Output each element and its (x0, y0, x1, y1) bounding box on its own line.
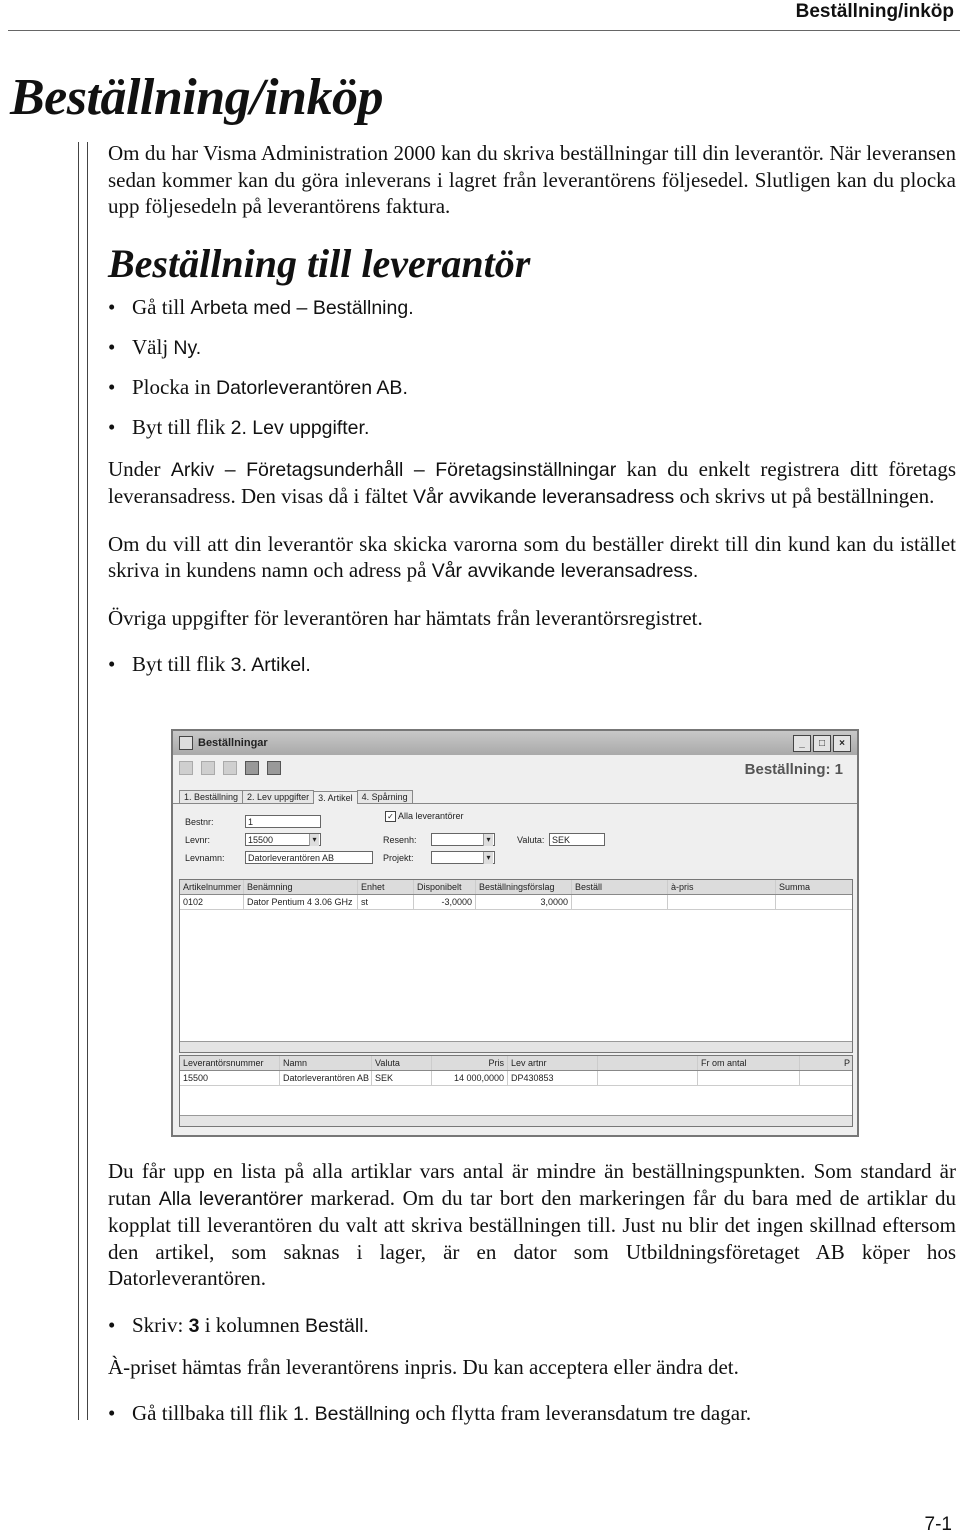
projekt-label: Projekt: (383, 853, 414, 863)
step-text: Skriv: (132, 1312, 189, 1337)
step-text: i kolumnen (199, 1312, 306, 1337)
print-icon[interactable] (245, 761, 259, 775)
col-header[interactable] (598, 1056, 698, 1070)
steps-list-4 (108, 1400, 956, 1428)
close-button[interactable]: × (833, 735, 851, 752)
margin-bar (78, 142, 88, 1420)
steps-list-1 (108, 294, 956, 442)
mail-icon[interactable] (267, 761, 281, 775)
col-header[interactable]: P (843, 1058, 850, 1068)
step-text: Byt till flik (132, 652, 231, 676)
maximize-button[interactable]: □ (813, 735, 831, 752)
col-header[interactable]: Valuta (372, 1056, 432, 1070)
steps-list-3 (108, 1312, 956, 1340)
new-icon[interactable] (179, 761, 193, 775)
body-content (108, 140, 956, 693)
alla-leverantorer-label: Alla leverantörer (398, 811, 464, 821)
cell[interactable]: 3,0000 (476, 895, 572, 909)
bestnr-field[interactable]: 1 (245, 815, 321, 828)
resenh-label: Resenh: (383, 835, 417, 845)
cell[interactable]: DP430853 (508, 1071, 598, 1085)
header-rule (8, 30, 960, 31)
text: Under (108, 456, 171, 481)
undo-icon[interactable] (223, 761, 237, 775)
levnamn-label: Levnamn: (185, 853, 225, 863)
step-item (108, 294, 956, 322)
ui-term: Vår avvikande leveransadress (412, 486, 675, 508)
cell[interactable]: Datorleverantören AB (280, 1071, 372, 1085)
col-header[interactable]: Disponibelt (414, 880, 476, 894)
step-ui-term: Datorleverantören AB. (216, 376, 408, 399)
intro-paragraph: Om du har Visma Administration 2000 kan du skriva beställningar till din leverantör. När leveransen sedan kommer kan du göra inleverans i lagret från leverantörens följesedel. Slutligen kan du plocka upp följesedeln på leverantörens faktura. (108, 141, 956, 218)
cell[interactable] (598, 1071, 698, 1085)
table-row[interactable] (180, 895, 852, 910)
cell[interactable] (572, 895, 668, 909)
cell[interactable] (800, 1071, 850, 1085)
cell[interactable]: 14 000,0000 (432, 1071, 508, 1085)
horizontal-scrollbar[interactable] (180, 1115, 852, 1126)
order-window-screenshot (171, 729, 859, 1137)
step-item (108, 651, 956, 679)
order-number-label: Beställning: 1 (744, 761, 843, 778)
text: markerad. Om du tar bort den markeringen får du bara med de artiklar du kopplat till leverantören du valt att skriva beställningen till. Just nu blir det ingen skillnad eftersom den artikel, som saknas i lager, är en dator som Utbildningsföretaget AB köper hos Datorleverantören. (108, 1185, 956, 1290)
resenh-select[interactable] (431, 833, 495, 846)
horizontal-scrollbar[interactable] (180, 1041, 852, 1052)
window-controls (793, 735, 851, 752)
text: och skrivs ut på beställningen. (674, 484, 935, 508)
levnamn-field[interactable]: Datorleverantören AB (245, 851, 373, 864)
valuta-field[interactable]: SEK (549, 833, 605, 846)
text: Du får upp en lista på alla artiklar vars antal är mindre än beställningspunkten. Som standard är rutan (108, 1159, 956, 1210)
cell[interactable]: -3,0000 (414, 895, 476, 909)
article-grid-header (180, 880, 852, 895)
col-header[interactable]: Beställningsförslag (476, 880, 572, 894)
col-header[interactable]: Benämning (244, 880, 358, 894)
toolbar (173, 755, 857, 781)
tab-sparning[interactable]: 4. Spårning (357, 790, 413, 803)
step-item (108, 334, 956, 362)
bestnr-label: Bestnr: (185, 817, 214, 827)
step-ui-term: 2. Lev uppgifter. (230, 416, 370, 439)
supplier-grid-header (180, 1056, 852, 1071)
col-header[interactable]: Summa (779, 882, 811, 892)
col-header[interactable]: Pris (432, 1056, 508, 1070)
step-text: och flytta fram leveransdatum tre dagar. (410, 1401, 752, 1425)
ui-term: Alla leverantörer (158, 1187, 303, 1210)
paragraph-supplier-info: Övriga uppgifter för leverantören har hämtats från leverantörsregistret. (108, 605, 703, 630)
cell[interactable] (668, 895, 776, 909)
col-header[interactable]: Artikelnummer (180, 880, 244, 894)
paragraph-company-settings (108, 456, 956, 511)
valuta-label: Valuta: (517, 835, 545, 845)
article-grid (179, 879, 853, 1053)
window-title: Beställningar (198, 737, 268, 749)
step-text: Välj (132, 334, 174, 359)
supplier-grid (179, 1055, 853, 1127)
step-ui-term: 1. Beställning (292, 1403, 411, 1425)
window-titlebar (173, 731, 857, 755)
alla-leverantorer-checkbox[interactable]: ✓ (385, 811, 396, 822)
step-value: 3 (188, 1314, 200, 1337)
col-header[interactable]: Fr om antal (698, 1056, 800, 1070)
cell[interactable]: SEK (372, 1071, 432, 1085)
col-header[interactable]: Leverantörsnummer (180, 1056, 280, 1070)
ui-term: Arkiv – Företagsunderhåll – Företagsinställningar (170, 458, 617, 481)
step-item (108, 374, 956, 402)
table-row[interactable] (180, 1071, 852, 1086)
col-header[interactable]: Beställ (572, 880, 668, 894)
step-ui-term: Ny. (173, 336, 202, 359)
page-title: Beställning/inköp (10, 69, 383, 126)
text: kan du enkelt registrera ditt företags leveransadress. Den visas då i fältet (108, 456, 957, 508)
levnr-field[interactable]: 15500 ▾ (245, 833, 321, 846)
tab-bestallning[interactable]: 1. Beställning (179, 790, 243, 803)
paragraph-customer-address (108, 531, 956, 585)
tab-bar (173, 787, 857, 804)
step-item (108, 414, 956, 442)
minimize-button[interactable]: _ (793, 735, 811, 752)
paragraph-list-info (108, 1158, 956, 1292)
step-text: Gå till (132, 294, 191, 319)
tab-artikel[interactable]: 3. Artikel (313, 791, 358, 804)
cell[interactable]: 0102 (180, 895, 244, 909)
page-number: 7-1 (924, 1514, 952, 1535)
cell[interactable]: st (358, 895, 414, 909)
col-header[interactable]: Namn (280, 1056, 372, 1070)
step-text: Byt till flik (132, 414, 231, 439)
step-item (108, 1400, 956, 1428)
delete-icon[interactable] (201, 761, 215, 775)
col-header[interactable]: à-pris (668, 880, 776, 894)
step-ui-term: Arbeta med – Beställning. (190, 296, 414, 319)
steps-list-2 (108, 651, 956, 679)
artikel-form (173, 804, 857, 866)
app-icon (179, 736, 193, 750)
step-item (108, 1312, 956, 1340)
cell[interactable]: Dator Pentium 4 3.06 GHz (244, 895, 358, 909)
cell[interactable]: 15500 (180, 1071, 280, 1085)
section-heading: Beställning till leverantör (108, 240, 531, 286)
tab-lev-uppgifter[interactable]: 2. Lev uppgifter (242, 790, 314, 803)
body-content-lower (108, 1158, 956, 1442)
step-text: Gå tillbaka till flik (132, 1401, 293, 1425)
step-ui-term: 3. Artikel. (230, 654, 311, 676)
step-ui-term: Beställ. (305, 1314, 369, 1337)
ui-term: Vår avvikande leveransadress. (431, 560, 699, 582)
step-text: Plocka in (132, 374, 216, 399)
col-header[interactable]: Enhet (358, 880, 414, 894)
projekt-select[interactable] (431, 851, 495, 864)
levnr-label: Levnr: (185, 835, 211, 845)
col-header[interactable]: Lev artnr (508, 1056, 598, 1070)
running-head: Beställning/inköp (795, 1, 954, 22)
text: Om du vill att din leverantör ska skicka varorna som du beställer direkt till din kund kan du istället skriva in kundens namn och adress på (108, 531, 956, 582)
paragraph-price-info: À-priset hämtas från leverantörens inpris. Du kan acceptera eller ändra det. (108, 1354, 739, 1379)
cell[interactable] (776, 895, 850, 909)
cell[interactable] (698, 1071, 800, 1085)
